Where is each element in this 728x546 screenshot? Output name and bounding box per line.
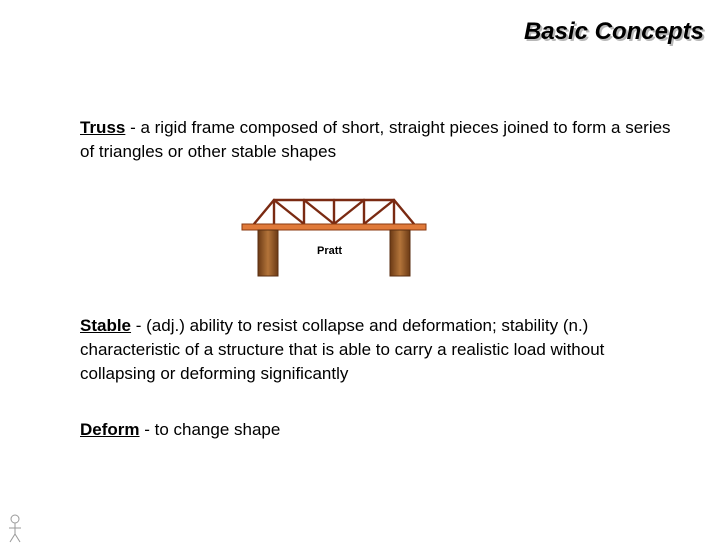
- term-truss: Truss: [80, 118, 126, 137]
- figure-caption: Pratt: [317, 245, 343, 257]
- definition-truss-text: - a rigid frame composed of short, straight pieces joined to form a series of triangles or other stable shapes: [80, 118, 671, 161]
- term-stable: Stable: [80, 316, 132, 335]
- definition-stable: [80, 314, 680, 386]
- definition-deform: [80, 418, 680, 442]
- slide-title: Basic Concepts: [523, 18, 704, 45]
- definition-deform-text: - to change shape: [139, 420, 281, 439]
- stick-figure-icon: [6, 514, 24, 544]
- definition-stable-text: - (adj.) ability to resist collapse and deformation; stability (n.) characteristic of a structure that is able to carry a realistic load without collapsing or deforming significantly: [80, 316, 605, 383]
- pratt-truss-bridge-icon: [236, 190, 432, 278]
- term-deform: Deform: [80, 420, 140, 439]
- definition-truss: [80, 116, 680, 164]
